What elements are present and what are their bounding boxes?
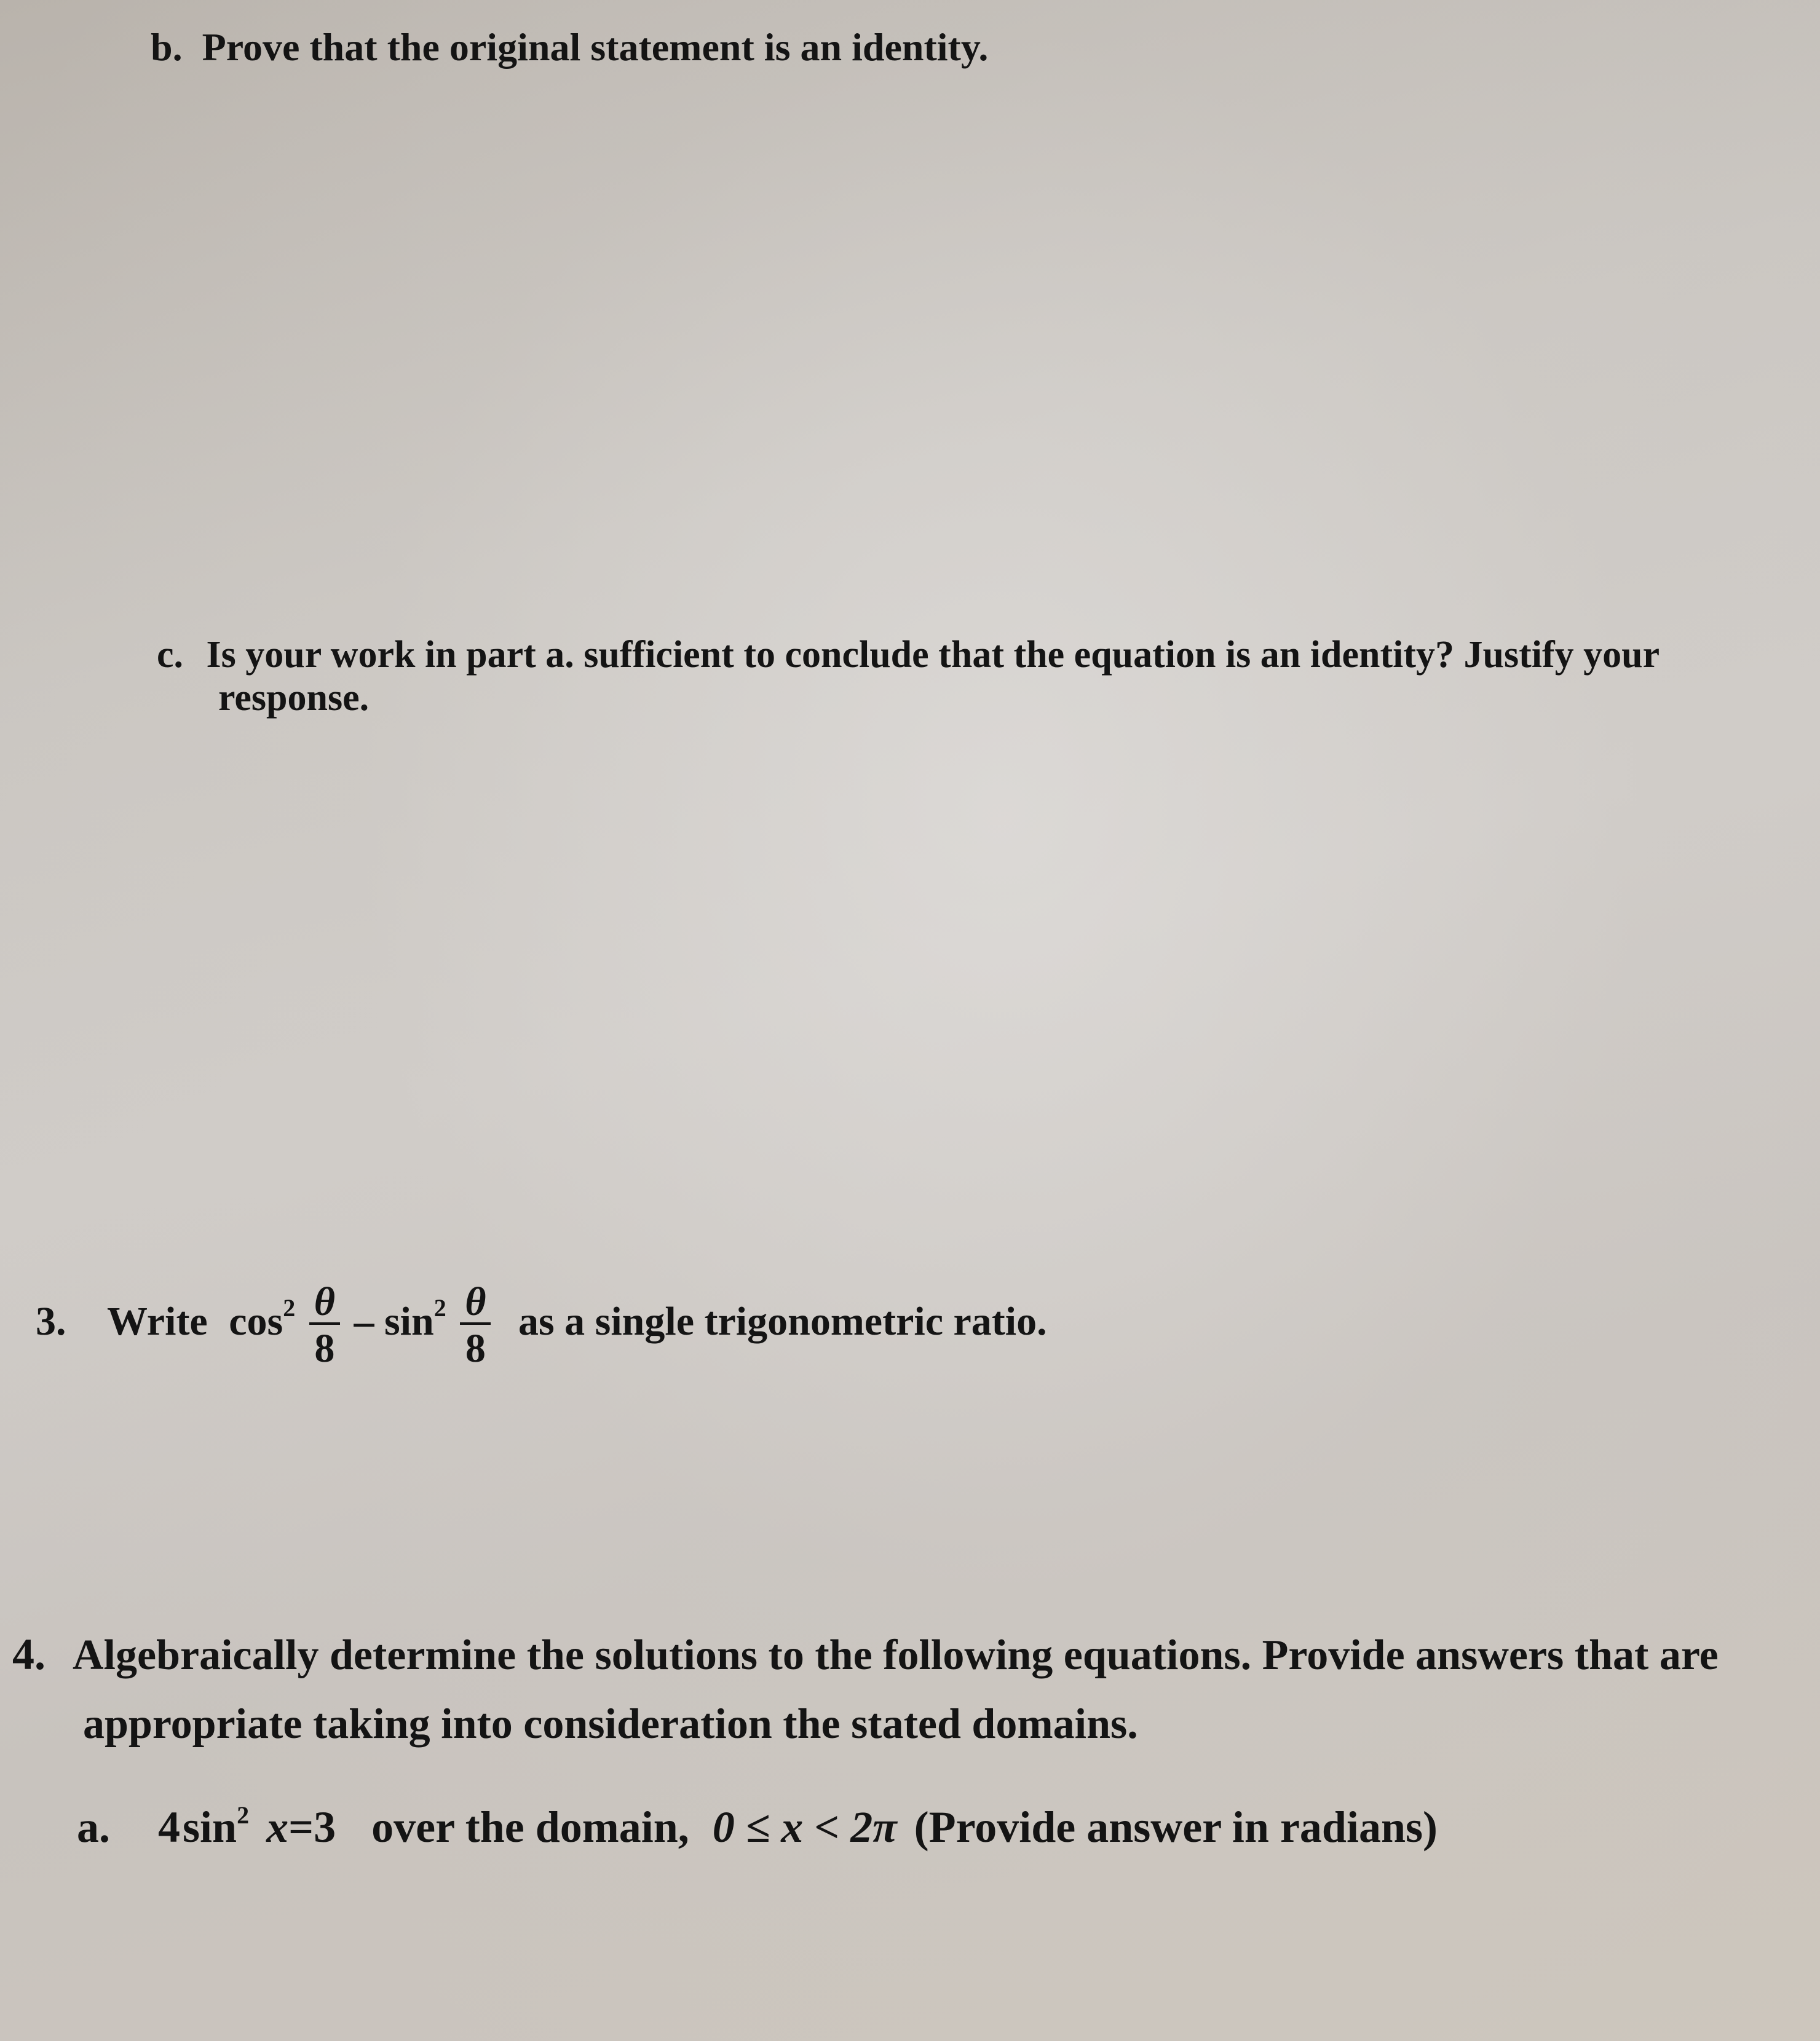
radians-note: (Provide answer in radians) <box>914 1802 1438 1852</box>
question-3-write: Write <box>107 1299 208 1344</box>
minus-sign: – <box>354 1299 374 1344</box>
question-3-number: 3. <box>36 1299 66 1344</box>
item-c-text-line2: response. <box>218 677 370 719</box>
equation: $4\sin^2$ x=3 <box>158 1801 336 1852</box>
item-c <box>157 633 1660 677</box>
sin-function: $\sin^2$ <box>384 1294 446 1344</box>
item-c-text-line1: Is your work in part a. sufficient to conclude that the equation is an identity? Justify your <box>206 634 1660 676</box>
question-4a-label: a. <box>77 1802 110 1852</box>
item-b-label: b. <box>151 25 183 69</box>
question-4a <box>77 1801 1438 1853</box>
item-c-label: c. <box>157 634 184 676</box>
theta-over-8-fraction-2: $\frac{\theta}{8}$ <box>460 1282 491 1369</box>
question-4-line2 <box>83 1700 1138 1750</box>
item-b <box>151 25 988 70</box>
theta-over-8-fraction-1: $\frac{\theta}{8}$ <box>309 1282 340 1369</box>
question-4-number: 4. <box>12 1630 46 1679</box>
question-3 <box>36 1279 1047 1371</box>
cos-function: $\cos^2$ <box>229 1294 296 1344</box>
question-4-line1 <box>12 1629 1719 1681</box>
question-4-text-line2: appropriate taking into consideration the stated domains. <box>83 1700 1138 1748</box>
domain-text: over the domain, <box>371 1802 689 1852</box>
question-4-text-line1: Algebraically determine the solutions to the following equations. Provide answers that are <box>73 1632 1719 1679</box>
domain-expression: 0 ≤ x < 2π <box>712 1802 897 1852</box>
item-b-text: Prove that the original statement is an identity. <box>202 25 989 69</box>
question-3-tail: as a single trigonometric ratio. <box>518 1299 1047 1344</box>
item-c-continuation <box>218 676 369 720</box>
